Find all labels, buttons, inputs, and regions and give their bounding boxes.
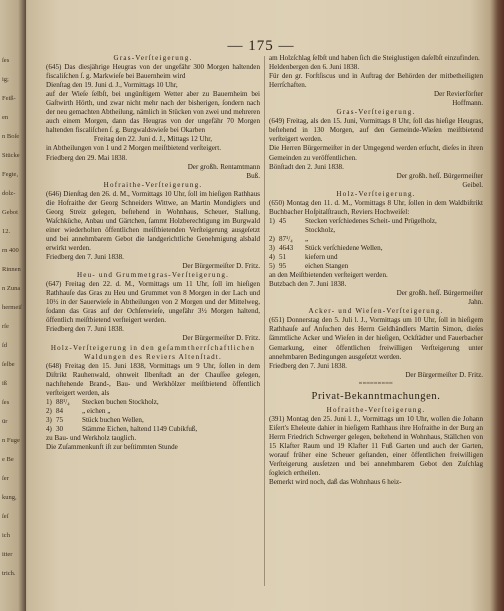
margin-fragment: ſelbe (2, 361, 15, 368)
right-paragraph: am Holzſchlag ſelbſt und haben ſich die Steiglustigen daſelbſt einzufinden. (269, 54, 480, 62)
list-quantity: 30 (56, 424, 64, 433)
list-quantity: 75 (56, 415, 64, 424)
list-quantity: 87¹/₄ (279, 234, 293, 243)
margin-fragment: ſes (2, 399, 10, 406)
right-paragraph: Bönſtadt den 2. Juni 1838. (269, 162, 344, 171)
right-signature-line: Der Revierförſter (433, 90, 483, 99)
list-number: 5) (269, 262, 275, 271)
left-paragraph: zu Bau- und Werkholz tauglich. (46, 433, 137, 442)
right-signature-line: Hoffmann. (452, 99, 483, 108)
left-paragraph: Dienſtag den 19. Juni d. J., Vormittags 10 Uhr, (46, 81, 178, 90)
left-paragraph: Friedberg den 7. Juni 1838. (46, 325, 124, 334)
margin-fragment: n Fuge (2, 437, 20, 444)
list-quantity: 84 (56, 406, 64, 415)
list-quantity: 88¹/₄ (56, 397, 70, 406)
left-paragraph: auf der Wieſe ſelbſt, bei ungünſtigem Wetter aber zu Bauernheim bei Gaſtwirth Hörth, und zwar nicht mehr nach der bisherigen, ſondern nach der neu gemachten Abtheilung, nämlich in Stücken von zwei und mehreren auch einem Morgen, dann das Heugras von der ungefähr 70 Morgen haltenden fiscaliſchen ſ. g. Burgwaldswieſe bei Okarben (46, 90, 260, 135)
margin-fragment: iß (2, 380, 8, 387)
list-number (269, 226, 279, 235)
list-number: 2) (269, 234, 275, 243)
margin-fragment: Stücke (2, 152, 20, 159)
right-signature-line: Der großh. heſſ. Bürgermeiſter (396, 289, 483, 298)
margin-fragment: Rinnen (2, 266, 21, 273)
left-list-item (46, 398, 260, 407)
margin-fragment: ſes (2, 57, 10, 64)
list-text: Stecken buchen Stockholz, (82, 397, 159, 406)
list-quantity (279, 226, 305, 235)
left-paragraph: (648) Freitag den 15. Juni 1838, Vormittags um 9 Uhr, ſollen in dem Diſtrikt Rauhenwald, ohnweit Ilbenſtadt an der Chauſſee gelegen, nachſtehende Brand-, Bau- und Werkhölzer meiſtbietend öffentlich verſteigert werden, als (46, 361, 260, 397)
right-list-item (269, 226, 483, 235)
list-number: 4) (46, 424, 52, 433)
margin-fragment: n Zuna (2, 285, 21, 292)
left-paragraph: Friedberg den 29. Mai 1838. (46, 153, 128, 162)
right-ornament-divider: ≈≈≈≈≈≈≈≈≈ (358, 380, 394, 387)
right-column (269, 54, 483, 594)
right-paragraph: (651) Donnerstag den 5. Juli l. J., Vormittags um 10 Uhr, ſoll in hieſigem Rathhauſe auf Anſuchen des Herrn Geldhändlers Martin Simon, dieſes ſämmtliche Acker und Wieſen in der hieſigen, Ockſtädter und Fauerbacher Gemarkung, einer öffentlichen freiwilligen Verſteigerung unter annehmbaren Bedingungen ausgeſetzt werden. (269, 316, 483, 361)
left-paragraph: (646) Dienſtag den 26. d. M., Vormittags 10 Uhr, ſoll im hieſigen Rathhaus die Hofraithe der Georg Schneiders Wittwe, an Martin Mondiglers und Georg Streiz gelegen, beſtehend in Wohnhaus, Scheuer, Stallung, Waſchküche, Anbau und Gärtchen, ſammt Holzberechtigung im Burgwald einer wiederholten öffentlichen meiſtbietenden Verſteigerung ausgeſetzt und bei annehmbarem Gebot die landgerichtliche Genehmigung alsbald erwirkt werden. (46, 189, 260, 252)
margin-fragment: Fegte, (2, 171, 19, 178)
list-number: 2) (46, 406, 52, 415)
left-list-item (46, 425, 260, 434)
list-quantity: 51 (279, 253, 287, 262)
right-notice-heading: Gras-Verſteigerung. (336, 108, 416, 117)
list-number: 1) (46, 397, 52, 406)
margin-fragment: 12. (2, 228, 11, 235)
margin-fragment: rn 400 (2, 247, 19, 254)
right-paragraph: (391) Montag den 25. Juni l. J., Vormittags um 10 Uhr, wollen die Johann Eiſert's Eheleute dahier in hieſigem Rathhaus ihre Hofraithe in der Burg an Herrn Friedrich Schwerger gelegen, beſtehend in Wohnhaus, Ställchen von 15 Klafter Raum und 19 Klafter 11 Fuß Garten und auch der Garten, worauf früher eine Scheuer geſtanden, einer öffentlichen freiwilligen Verſteigerung ausſetzen und bei annehmbarem Gebot den Zuſchlag ſogleich ertheilen. (269, 414, 483, 478)
left-notice-heading: Heu- und Grummetgras-Verſteigerung. (76, 271, 230, 280)
list-text: Stockholz, (305, 225, 336, 234)
right-paragraph: (650) Montag den 11. d. M., Vormittags 8 Uhr, ſollen in dem Waldbiſtrikt Buchbacher Hoſpitalſtrauch, Reviers Hochweiſel: (269, 198, 483, 216)
margin-fragment: n Boſe (2, 133, 20, 140)
right-signature-line: Der großh. heſſ. Bürgermeiſter (396, 171, 483, 180)
list-text: Stück verſchiedene Wellen, (305, 243, 383, 252)
right-paragraph: Die Herren Bürgermeiſter in der Umgegend werden erſucht, dieſes in ihren Gemeinden zu veröffentlichen. (269, 144, 483, 162)
right-list-item (269, 253, 483, 262)
margin-fragment: kung, (2, 494, 17, 501)
left-list-item (46, 407, 260, 416)
right-paragraph: Butzbach den 7. Juni 1838. (269, 280, 347, 289)
margin-fragment: e Be (2, 456, 14, 463)
list-number: 4) (269, 253, 275, 262)
left-signature-line: Der Bürgermeiſter D. Fritz. (182, 334, 260, 343)
margin-fragment: ſd (2, 342, 8, 349)
left-paragraph: (645) Das diesjährige Heugras von der ungefähr 300 Morgen haltenden fiscaliſchen ſ. g. Markwieſe bei Bauernheim wird (46, 63, 260, 81)
margin-fragment: ſer (2, 475, 9, 482)
margin-fragment: ür (2, 418, 8, 425)
previous-page-edge (0, 0, 26, 611)
right-signature-line: Geibel. (462, 180, 483, 189)
left-paragraph: (647) Freitag den 22. d. M., Vormittags um 11 Uhr, ſoll im hieſigen Rathhauſe das Gras zu Heu und Grummet von 8 Morgen in der Lach und 10½ in der Sauerwieſe in Abtheilungen von 2 Morgen und der Mittelweg, ſodann das Gras auf der Ochſenwieſe, ungefähr 3½ Morgen haltend, öffentlich meiſtbietend verſteigert werden. (46, 280, 260, 325)
list-text: „ (305, 234, 309, 243)
margin-fragment: itter (2, 551, 13, 558)
list-quantity: 95 (279, 262, 287, 271)
margin-fragment: hermeiſ (2, 304, 22, 311)
right-paragraph: Für den gr. Forſtſiscus und in Auftrag der Behörden der mitbetheiligten Herrſchaften. (269, 72, 483, 90)
list-text: Stämme Eichen, haltend 1149 Cubikfuß, (82, 424, 198, 433)
left-notice-heading: Hofraithe-Verſteigerung. (103, 180, 203, 189)
right-signature-line: Der Bürgermeiſter D. Fritz. (405, 370, 483, 379)
book-page-175 (30, 0, 492, 611)
right-paragraph: Friedberg den 7. Juni 1838. (269, 361, 347, 370)
list-quantity: 4643 (279, 243, 294, 252)
left-signature-line: Buß. (246, 171, 260, 180)
margin-fragment: trich. (2, 570, 16, 577)
page-number: — 175 — (227, 38, 295, 54)
right-list-item (269, 235, 483, 244)
left-paragraph: Freitag den 22. Juni d. J., Mittags 12 Uhr, (93, 135, 213, 144)
left-notice-heading: Holz-Verſteigerung in den geſammtherrſchaftlichen Waldungen des Reviers Altenſtadt. (50, 343, 256, 361)
right-paragraph: Bemerkt wird noch, daß das Wohnhaus 6 heiz- (269, 478, 402, 487)
left-paragraph: Die Zuſammenkunft iſt zur beſtimmten Stunde (46, 443, 178, 452)
list-text: „ eichen „ (82, 406, 111, 415)
margin-fragment: ſeſ (2, 513, 9, 520)
right-notice-heading: Holz-Verſteigerung. (336, 189, 416, 198)
left-notice-heading: Gras-Verſteigerung. (113, 54, 193, 62)
right-paragraph: an den Meiſtbietenden verſteigert werden. (269, 271, 388, 280)
margin-fragment: ig; (2, 76, 9, 83)
margin-fragment: Feiß- (2, 95, 16, 102)
right-paragraph: Heldenbergen den 6. Juni 1838. (269, 63, 360, 72)
list-text: kiefern und (305, 253, 338, 262)
margin-fragment: dolz- (2, 190, 16, 197)
list-text: Stecken verſchiedenes Scheit- und Prügelholz, (305, 216, 437, 225)
right-list-item (269, 217, 483, 226)
left-signature-line: Der Bürgermeiſter D. Fritz. (182, 262, 260, 271)
margin-fragment: en (2, 114, 9, 121)
left-paragraph: in Abtheilungen von 1 und 2 Morgen meiſtbietend verſteigert. (46, 144, 222, 153)
list-quantity: 45 (279, 216, 287, 225)
list-number: 1) (269, 216, 275, 225)
list-number: 3) (46, 415, 52, 424)
margin-fragment: rſe (2, 323, 9, 330)
column-rule (264, 56, 265, 586)
right-notice-heading: Hofraithe-Verſteigerung. (326, 405, 426, 414)
margin-fragment: ich (2, 532, 10, 539)
margin-fragment: Gebot (2, 209, 18, 216)
list-text: eichen Stangen (305, 262, 349, 271)
left-paragraph: Friedberg den 7. Juni 1838. (46, 253, 124, 262)
right-paragraph: (649) Freitag, als den 15. Juni, Vormittags 8 Uhr, ſoll das hieſige Heugras, beſtehend in 130 Morgen, auf den Gemeinde-Wieſen meiſtbietend verſteigert werden. (269, 117, 483, 144)
right-list-item (269, 244, 483, 253)
left-signature-line: Der großh. Rentamtmann (187, 162, 260, 171)
left-column (46, 54, 260, 609)
left-list-item (46, 416, 260, 425)
list-text: Stück buchen Wellen, (82, 415, 144, 424)
right-notice-heading: Acker- und Wieſen-Verſteigerung. (308, 307, 444, 316)
right-signature-line: Jahn. (468, 298, 483, 307)
right-list-item (269, 262, 483, 271)
right-section-heading: Privat-Bekanntmachungen. (311, 390, 441, 402)
list-number: 3) (269, 243, 275, 252)
